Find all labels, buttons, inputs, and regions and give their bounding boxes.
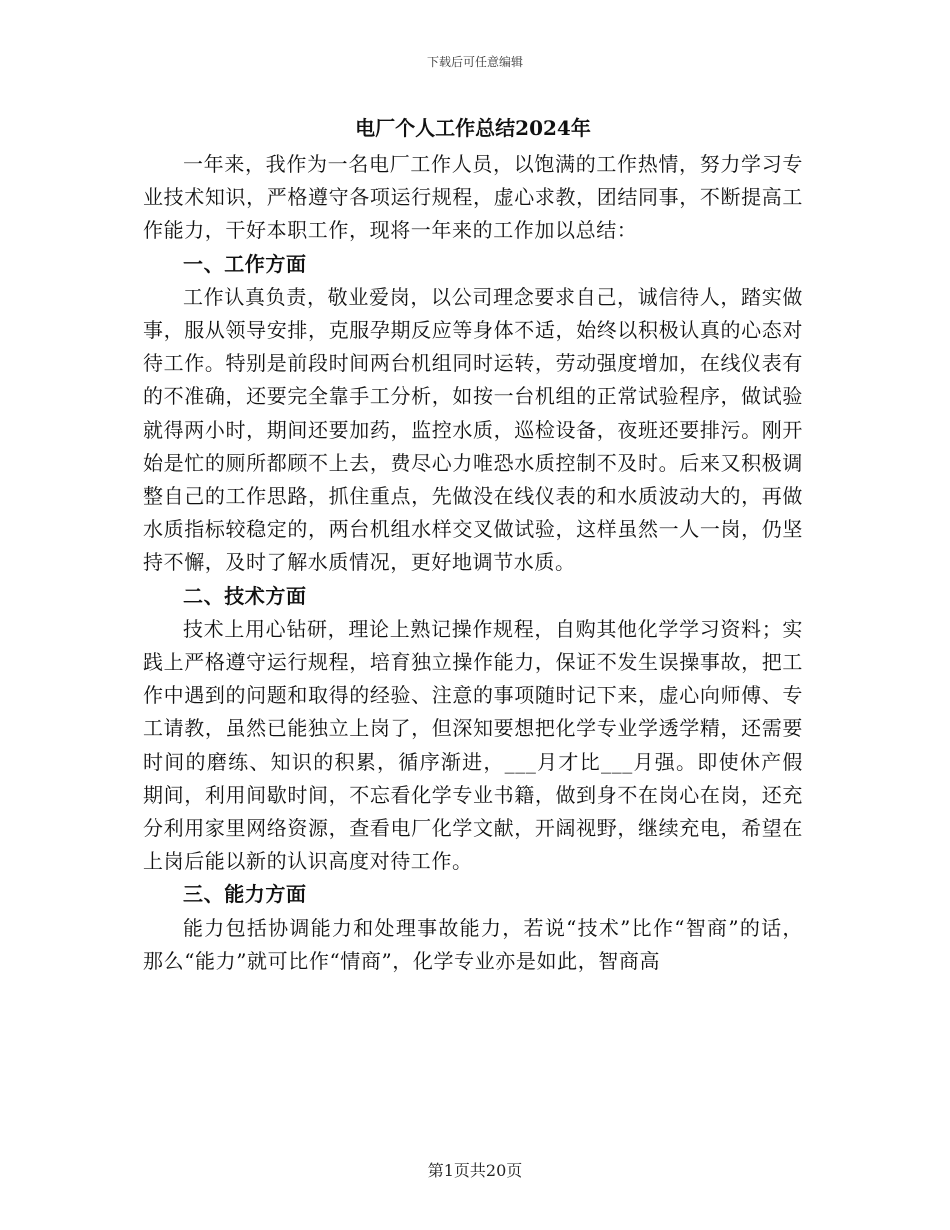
section-text-work: 工作认真负责，敬业爱岗，以公司理念要求自己，诚信待人，踏实做事，服从领导安排，克服孕期反应等身体不适，始终以积极认真的心态对待工作。特别是前段时间两台机组同时运转，劳动强度增加，在线仪表有的不准确，还要完全靠手工分析，如按一台机组的正常试验程序，做试验就得两小时，期间还要加药，监控水质，巡检设备，夜班还要排污。刚开始是忙的厕所都顾不上去，费尽心力唯恐水质控制不及时。后来又积极调整自己的工作思路，抓住重点，先做没在线仪表的和水质波动大的，再做水质指标较稳定的，两台机组水样交叉做试验，这样虽然一人一岗，仍坚持不懈，及时了解水质情况，更好地调节水质。 bbox=[143, 284, 803, 575]
intro-paragraph: 一年来，我作为一名电厂工作人员，以饱满的工作热情，努力学习专业技术知识，严格遵守各项运行规程，虚心求教，团结同事，不断提高工作能力，干好本职工作，现将一年来的工作加以总结： bbox=[143, 152, 803, 243]
section-text-technology: 技术上用心钻研，理论上熟记操作规程，自购其他化学学习资料；实践上严格遵守运行规程，培育独立操作能力，保证不发生误操事故，把工作中遇到的问题和取得的经验、注意的事项随时记下来，虚心向师傅、专工请教，虽然已能独立上岗了，但深知要想把化学专业学透学精，还需要时间的磨练、知识的积累，循序渐进，___月才比___月强。即使休产假期间，利用间歇时间，不忘看化学专业书籍，做到身不在岗心在岗，还充分利用家里网络资源，查看电厂化学文献，开阔视野，继续充电，希望在上岗后能以新的认识高度对待工作。 bbox=[143, 616, 803, 874]
section-text-ability: 能力包括协调能力和处理事故能力，若说“技术”比作“智商”的话，那么“能力”就可比作“情商”，化学专业亦是如此，智商高 bbox=[143, 915, 803, 973]
section-heading-work: 一、工作方面 bbox=[183, 251, 307, 276]
page-header-note: 下载后可任意编辑 bbox=[426, 55, 523, 69]
page-number: 第1页共20页 bbox=[427, 1161, 523, 1180]
document-body bbox=[143, 108, 803, 978]
document-title: 电厂个人工作总结2024年 bbox=[355, 116, 591, 140]
section-heading-technology: 二、技术方面 bbox=[183, 583, 307, 608]
section-heading-ability: 三、能力方面 bbox=[183, 882, 307, 907]
